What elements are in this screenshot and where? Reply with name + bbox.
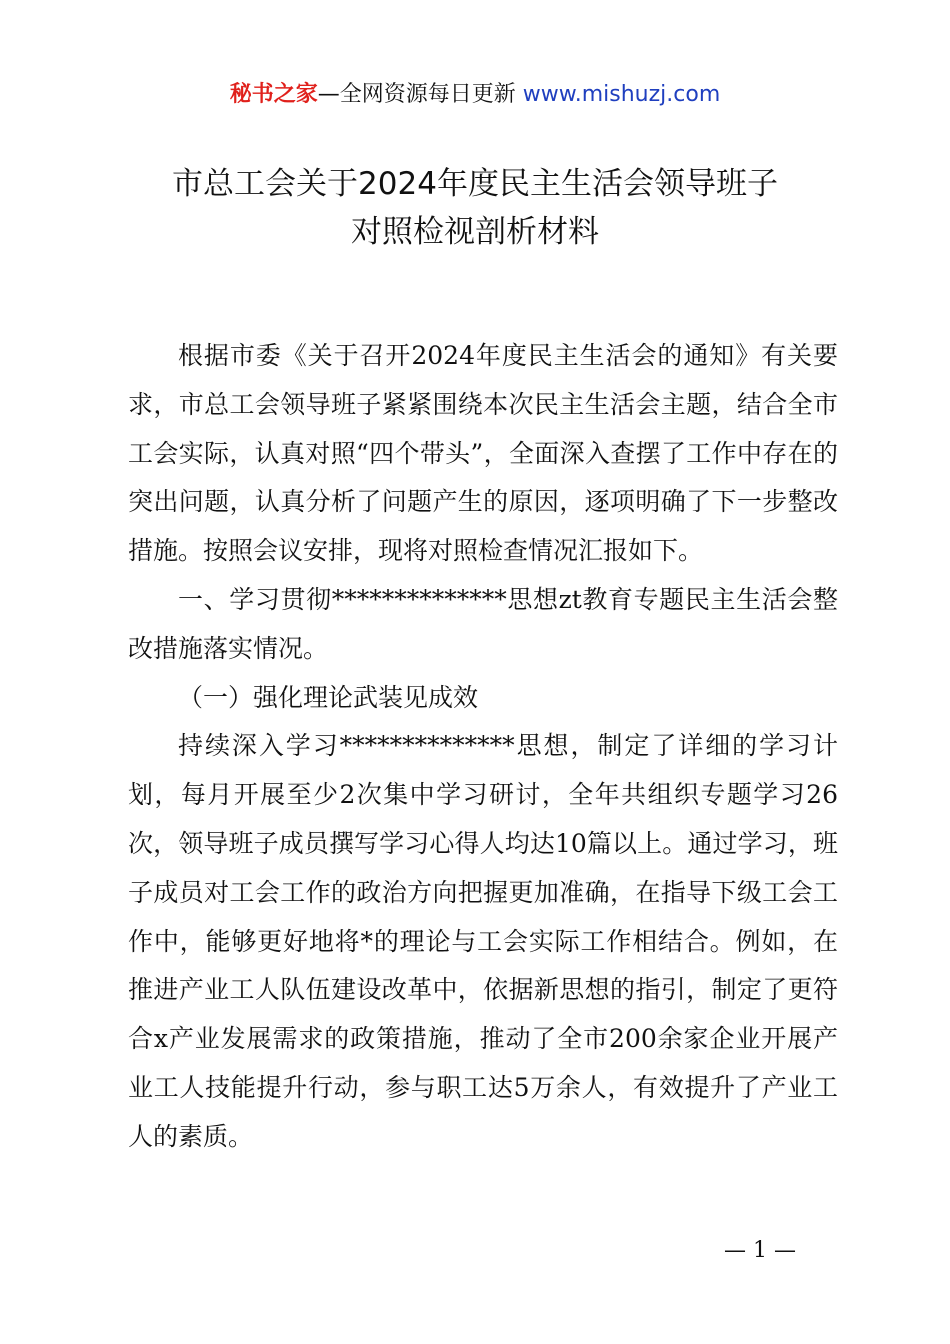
document-title-line-1: 市总工会关于2024年度民主生活会领导班子 [172, 166, 778, 202]
document-title [60, 160, 890, 256]
section-heading-1: 一、学习贯彻**************思想zt教育专题民主生活会整改措施落实情况。 [128, 584, 838, 663]
site-header [0, 78, 950, 112]
page-number: — 1 — [724, 1238, 796, 1263]
site-brand: 秘书之家 [229, 82, 318, 107]
site-url-link[interactable]: www.mishuzj.com [522, 82, 721, 107]
site-tagline: —全网资源每日更新 [317, 82, 516, 107]
intro-paragraph: 根据市委《关于召开2024年度民主生活会的通知》有关要求，市总工会领导班子紧紧围绕本次民主生活会主题，结合全市工会实际，认真对照“四个带头”，全面深入查摆了工作中存在的突出问题，认真分析了问题产生的原因，逐项明确了下一步整改措施。按照会议安排，现将对照检查情况汇报如下。 [128, 341, 838, 566]
document-title-line-2: 对照检视剖析材料 [351, 214, 599, 250]
body-paragraph: 持续深入学习**************思想，制定了详细的学习计划，每月开展至少2次集中学习研讨，全年共组织专题学习26次，领导班子成员撰写学习心得人均达10篇以上。通过学习，班子成员对工会工作的政治方向把握更加准确，在指导下级工会工作中，能够更好地将*的理论与工会实际工作相结合。例如，在推进产业工人队伍建设改革中，依据新思想的指引，制定了更符合x产业发展需求的政策措施，推动了全市200余家企业开展产业工人技能提升行动，参与职工达5万余人，有效提升了产业工人的素质。 [128, 731, 838, 1151]
document-body [128, 332, 838, 1162]
subsection-heading-1: （一）强化理论武装见成效 [178, 682, 479, 712]
